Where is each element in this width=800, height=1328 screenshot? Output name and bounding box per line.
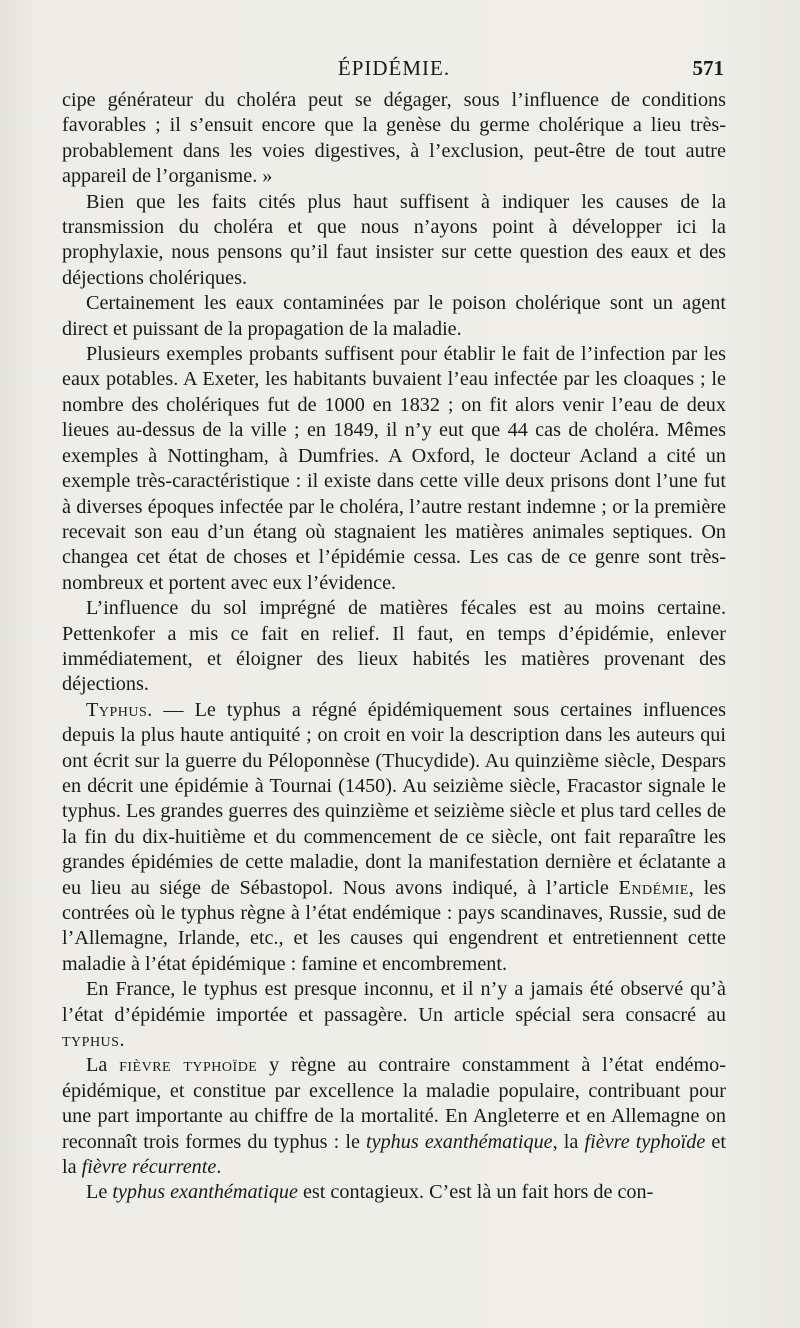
small-caps-term: Typhus bbox=[86, 698, 148, 721]
text-run: est contagieux. C’est là un fait hors de con- bbox=[297, 1181, 654, 1204]
paragraph bbox=[62, 698, 726, 977]
italic-term: typhus exanthématique bbox=[112, 1181, 298, 1204]
italic-term: typhus exanthématique bbox=[366, 1130, 553, 1153]
page-header bbox=[62, 56, 726, 82]
paragraph bbox=[62, 1053, 726, 1180]
paragraph bbox=[62, 342, 726, 596]
running-head: ÉPIDÉMIE. bbox=[337, 56, 451, 80]
paragraph bbox=[62, 291, 726, 342]
body-text bbox=[62, 88, 726, 1206]
text-run: Plusieurs exemples probants suffisent pour établir le fait de l’infection par les eaux potables. A Exeter, les habitants buvaient l’eau infectée par les cloaques ; le nombre des cholériques fut de 1000 en 1832 ; on fit alors venir l’eau de deux lieues au-dessus de la ville ; en 1849, il n’y eut que 44 cas de choléra. Mêmes exemples à Nottingham, à Dumfries. A Oxford, le docteur Acland a cité un exemple très-caractéristique : il existe dans cette ville deux prisons dont l’une fut à diverses époques infectée par le choléra, l’autre restant indemne ; or la première recevait son eau d’un étang où stagnaient les matières animales septiques. On changea cet état de choses et l’épidémie cessa. Les cas de ce genre sont très-nombreux et portent avec eux l’évidence. bbox=[62, 343, 726, 594]
paragraph bbox=[62, 596, 726, 698]
paragraph bbox=[62, 88, 726, 190]
text-run: La bbox=[86, 1054, 120, 1077]
paragraph bbox=[62, 977, 726, 1053]
small-caps-term: typhus bbox=[62, 1029, 120, 1052]
italic-term: fièvre récurrente bbox=[81, 1156, 217, 1179]
text-run: Bien que les faits cités plus haut suffisent à indiquer les causes de la transmission du choléra et que nous n’ayons point à développer ici la prophylaxie, nous pensons qu’il faut insister sur cette question des eaux et des déjections cholériques. bbox=[62, 190, 726, 289]
text-run: , la bbox=[552, 1130, 585, 1153]
small-caps-term: fièvre typhoïde bbox=[119, 1054, 258, 1077]
text-run: . bbox=[119, 1029, 125, 1052]
text-run: , les contrées où le typhus règne à l’état endémique : pays scandinaves, Russie, sud de l’Allemagne, Irlande, etc., et les causes qui engendrent et entretiennent cette maladie à l’état épidémique : famine et encombrement. bbox=[62, 876, 726, 975]
small-caps-term: Endémie bbox=[618, 876, 689, 899]
text-run: . bbox=[216, 1156, 222, 1179]
text-run: cipe générateur du choléra peut se dégager, sous l’influence de conditions favorables ; il s’ensuit encore que la genèse du germe cholérique a lieu très-probablement dans les voies digestives, à l’exclusion, peut-être de tout autre appareil de l’organisme. » bbox=[62, 89, 726, 188]
text-run: L’influence du sol imprégné de matières fécales est au moins certaine. Pettenkofer a mis ce fait en relief. Il faut, en temps d’épidémie, enlever immédiatement, et éloigner des lieux habités les matières provenant des déjections. bbox=[62, 597, 726, 696]
text-run: Certainement les eaux contaminées par le poison cholérique sont un agent direct et puissant de la propagation de la maladie. bbox=[62, 292, 726, 340]
text-run: En France, le typhus est presque inconnu, et il n’y a jamais été observé qu’à l’état d’épidémie importée et passagère. Un article spécial sera consacré au bbox=[62, 978, 726, 1026]
text-run: Le bbox=[86, 1181, 113, 1204]
text-run: y règne au contraire constamment à l’état endémo-épidémique, et constitue par excellence la maladie populaire, contribuant pour une part importante au chiffre de la mortalité. En Angleterre et en Allemagne on reconnaît trois formes du typhus : le bbox=[62, 1054, 727, 1153]
italic-term: fièvre typhoïde bbox=[584, 1130, 706, 1153]
text-run: et la bbox=[62, 1130, 726, 1179]
page-number: 571 bbox=[692, 56, 724, 80]
paragraph bbox=[62, 1180, 726, 1205]
paragraph bbox=[62, 190, 726, 292]
text-run: . — Le typhus a régné épidémiquement sous certaines influences depuis la plus haute antiquité ; on croit en voir la description dans les auteurs qui ont écrit sur la guerre du Péloponnèse (Thucydide). Au quinzième siècle, Despars en décrit une épidémie à Tournai (1450). Au seizième siècle, Fracastor signale le typhus. Les grandes guerres des quinzième et seizième siècle et plus tard celles de la fin du dix-huitième et du commencement de ce siècle, ont fait reparaître les grandes épidémies de cette maladie, dont la manifestation dernière et éclatante a eu lieu au siége de Sébastopol. Nous avons indiqué, à l’article bbox=[62, 698, 726, 899]
